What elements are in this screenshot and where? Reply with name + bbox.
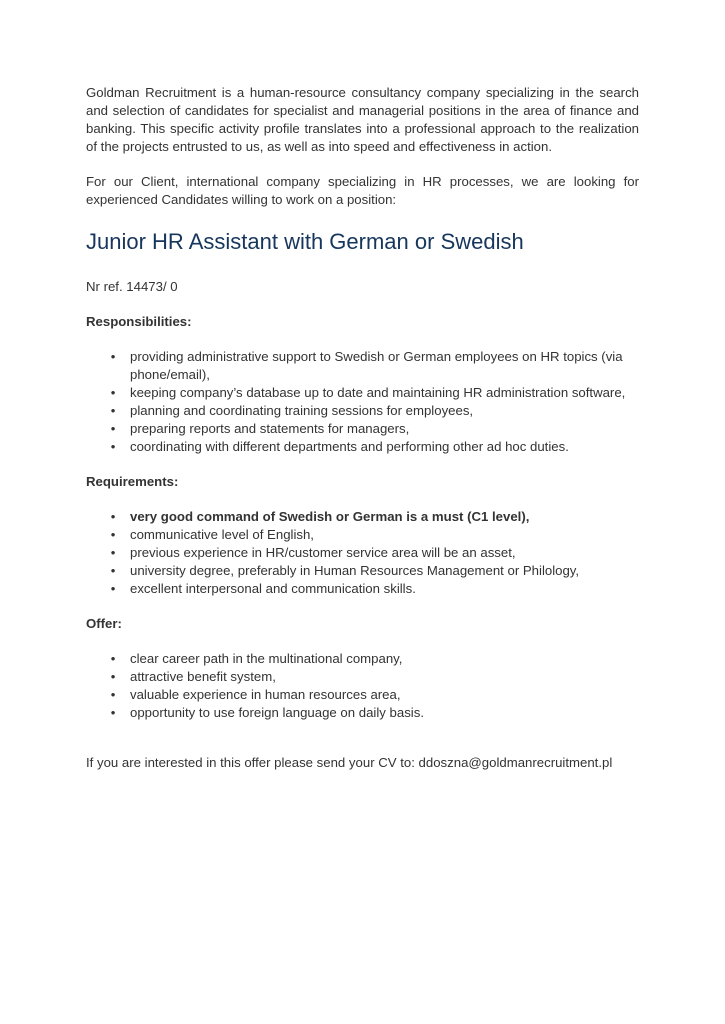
list-item-text: planning and coordinating training sessions for employees, (130, 403, 474, 418)
list-item (86, 562, 639, 580)
bullet-icon: • (110, 687, 116, 702)
requirements-list (86, 508, 639, 598)
job-title: Junior HR Assistant with German or Swedish (86, 229, 524, 254)
job-posting-document (86, 84, 639, 772)
list-item-text: university degree, preferably in Human Resources Management or Philology, (130, 563, 580, 578)
bullet-icon: • (110, 385, 116, 400)
list-item (86, 686, 639, 704)
bullet-icon: • (110, 581, 116, 596)
bullet-icon: • (110, 705, 116, 720)
contact-line: If you are interested in this offer please send your CV to: ddoszna@goldmanrecruitment.pl (86, 755, 613, 770)
bullet-icon: • (110, 509, 116, 524)
list-item (86, 704, 639, 722)
list-item (86, 420, 639, 438)
offer-heading: Offer: (86, 616, 122, 631)
bullet-icon: • (110, 545, 116, 560)
list-item-text: clear career path in the multinational company, (130, 651, 403, 666)
bullet-icon: • (110, 651, 116, 666)
company-intro-paragraph: Goldman Recruitment is a human-resource consultancy company specializing in the search and selection of candidates for specialist and managerial positions in the area of finance and banking. This specific activity profile translates into a professional approach to the realization of the projects entrusted to us, as well as into speed and effectiveness in action. (86, 85, 639, 154)
reference-number: Nr ref. 14473/ 0 (86, 279, 178, 294)
list-item-text: valuable experience in human resources area, (130, 687, 401, 702)
list-item-text: coordinating with different departments and performing other ad hoc duties. (130, 439, 569, 454)
list-item (86, 668, 639, 686)
list-item-text: communicative level of English, (130, 527, 314, 542)
list-item (86, 580, 639, 598)
list-item-text: providing administrative support to Swedish or German employees on HR topics (via phone/email), (130, 349, 623, 382)
list-item (86, 544, 639, 562)
list-item (86, 650, 639, 668)
list-item (86, 438, 639, 456)
bullet-icon: • (110, 563, 116, 578)
bullet-icon: • (110, 669, 116, 684)
list-item (86, 402, 639, 420)
list-item-text: keeping company’s database up to date and maintaining HR administration software, (130, 385, 626, 400)
list-item-text: previous experience in HR/customer service area will be an asset, (130, 545, 516, 560)
list-item (86, 526, 639, 544)
list-item (86, 384, 639, 402)
list-item-text: attractive benefit system, (130, 669, 276, 684)
bullet-icon: • (110, 421, 116, 436)
list-item (86, 348, 639, 384)
client-paragraph: For our Client, international company specializing in HR processes, we are looking for experienced Candidates willing to work on a position: (86, 174, 639, 207)
list-item-text: preparing reports and statements for managers, (130, 421, 410, 436)
list-item (86, 508, 639, 526)
responsibilities-list (86, 348, 639, 456)
requirements-heading: Requirements: (86, 474, 179, 489)
responsibilities-heading: Responsibilities: (86, 314, 192, 329)
list-item-text: opportunity to use foreign language on daily basis. (130, 705, 424, 720)
bullet-icon: • (110, 439, 116, 454)
bullet-icon: • (110, 349, 116, 364)
list-item-text: excellent interpersonal and communication skills. (130, 581, 416, 596)
bullet-icon: • (110, 403, 116, 418)
bullet-icon: • (110, 527, 116, 542)
list-item-text: very good command of Swedish or German is a must (C1 level), (130, 509, 530, 524)
offer-list (86, 650, 639, 722)
